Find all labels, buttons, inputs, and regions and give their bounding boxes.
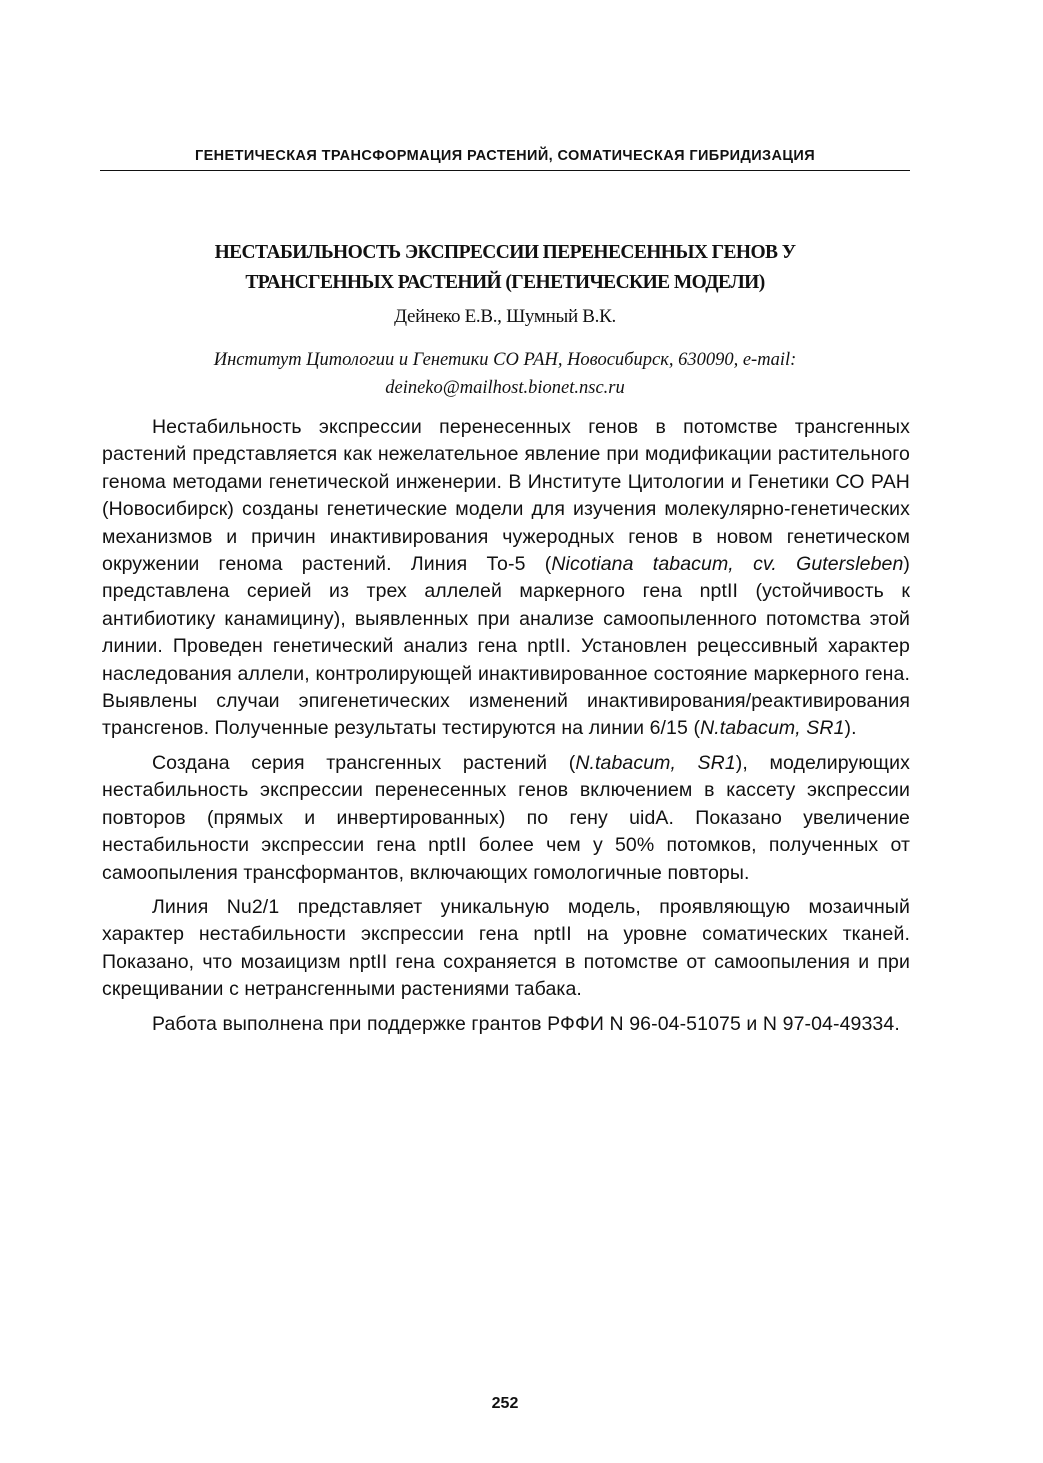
article-title: [100, 238, 910, 298]
paragraph-2: [102, 750, 910, 887]
running-head: ГЕНЕТИЧЕСКАЯ ТРАНСФОРМАЦИЯ РАСТЕНИЙ, СОМАТИЧЕСКАЯ ГИБРИДИЗАЦИЯ: [194, 148, 816, 164]
affiliation: [100, 346, 910, 402]
header-rule: [100, 170, 910, 171]
acknowledgement: Работа выполнена при поддержке грантов РФФИ N 96-04-51075 и N 97-04-49334.: [152, 1012, 900, 1035]
page-number: 252: [491, 1395, 519, 1412]
title-line-2: ТРАНСГЕННЫХ РАСТЕНИЙ (ГЕНЕТИЧЕСКИЕ МОДЕЛИ): [245, 272, 765, 293]
paragraph-2-text-b: ), моделирующих нестабильность экспрессии перенесенных генов включением в кассету экспрессии повторов (прямых и инвертированных) по гену uidA. Показано увеличение нестабильности экспрессии гена nptII более чем у 50% потомков, полученных от самоопыления трансформантов, включающих гомологичные повторы.: [102, 751, 910, 884]
paragraph-2-text-a: Создана серия трансгенных растений (: [152, 751, 576, 774]
paragraph-1-text-c: ).: [844, 717, 857, 740]
species-name: N.tabacum, SR1: [700, 717, 845, 740]
species-name: Nicotiana tabacum, cv. Gutersleben: [551, 553, 904, 576]
paragraph-3: Линия Nu2/1 представляет уникальную модель, проявляющую мозаичный характер нестабильности экспрессии гена nptII на уровне соматических тканей. Показано, что мозаицизм nptII гена сохраняется в потомстве от самоопыления и при скрещивании с нетрансгенными растениями табака.: [102, 895, 910, 1001]
authors: Дейнеко Е.В., Шумный В.К.: [394, 306, 616, 327]
affiliation-line-1: Институт Цитологии и Генетики СО РАН, Новосибирск, 630090, e-mail:: [213, 350, 797, 370]
paragraph-1-text-a: Нестабильность экспрессии перенесенных генов в потомстве трансгенных растений представляется как нежелательное явление при модификации растительного генома методами генетической инженерии. В Институте Цитологии и Генетики СО РАН (Новосибирск) созданы генетические модели для изучения молекулярно-генетических механизмов и причин инактивирования чужеродных генов в новом генетическом окружении генома растений. Линия То-5 (: [102, 416, 910, 576]
species-name: N.tabacum, SR1: [575, 751, 736, 774]
affiliation-email: deineko@mailhost.bionet.nsc.ru: [385, 378, 625, 398]
title-line-1: НЕСТАБИЛЬНОСТЬ ЭКСПРЕССИИ ПЕРЕНЕСЕННЫХ ГЕНОВ У: [214, 242, 796, 263]
article-body: [102, 414, 910, 1038]
paragraph-1-text-b: ) представлена серией из трех аллелей маркерного гена nptII (устойчивость к антибиотику канамицину), выявленных при анализе самоопыленного потомства этой линии. Проведен генетический анализ гена nptII. Установлен рецессивный характер наследования аллели, контролирующей инактивированное состояние маркерного гена. Выявлены случаи эпигенетических изменений инактивирования/реактивирования трансгенов. Полученные результаты тестируются на линии 6/15 (: [102, 553, 911, 740]
paragraph-1: [102, 414, 910, 743]
